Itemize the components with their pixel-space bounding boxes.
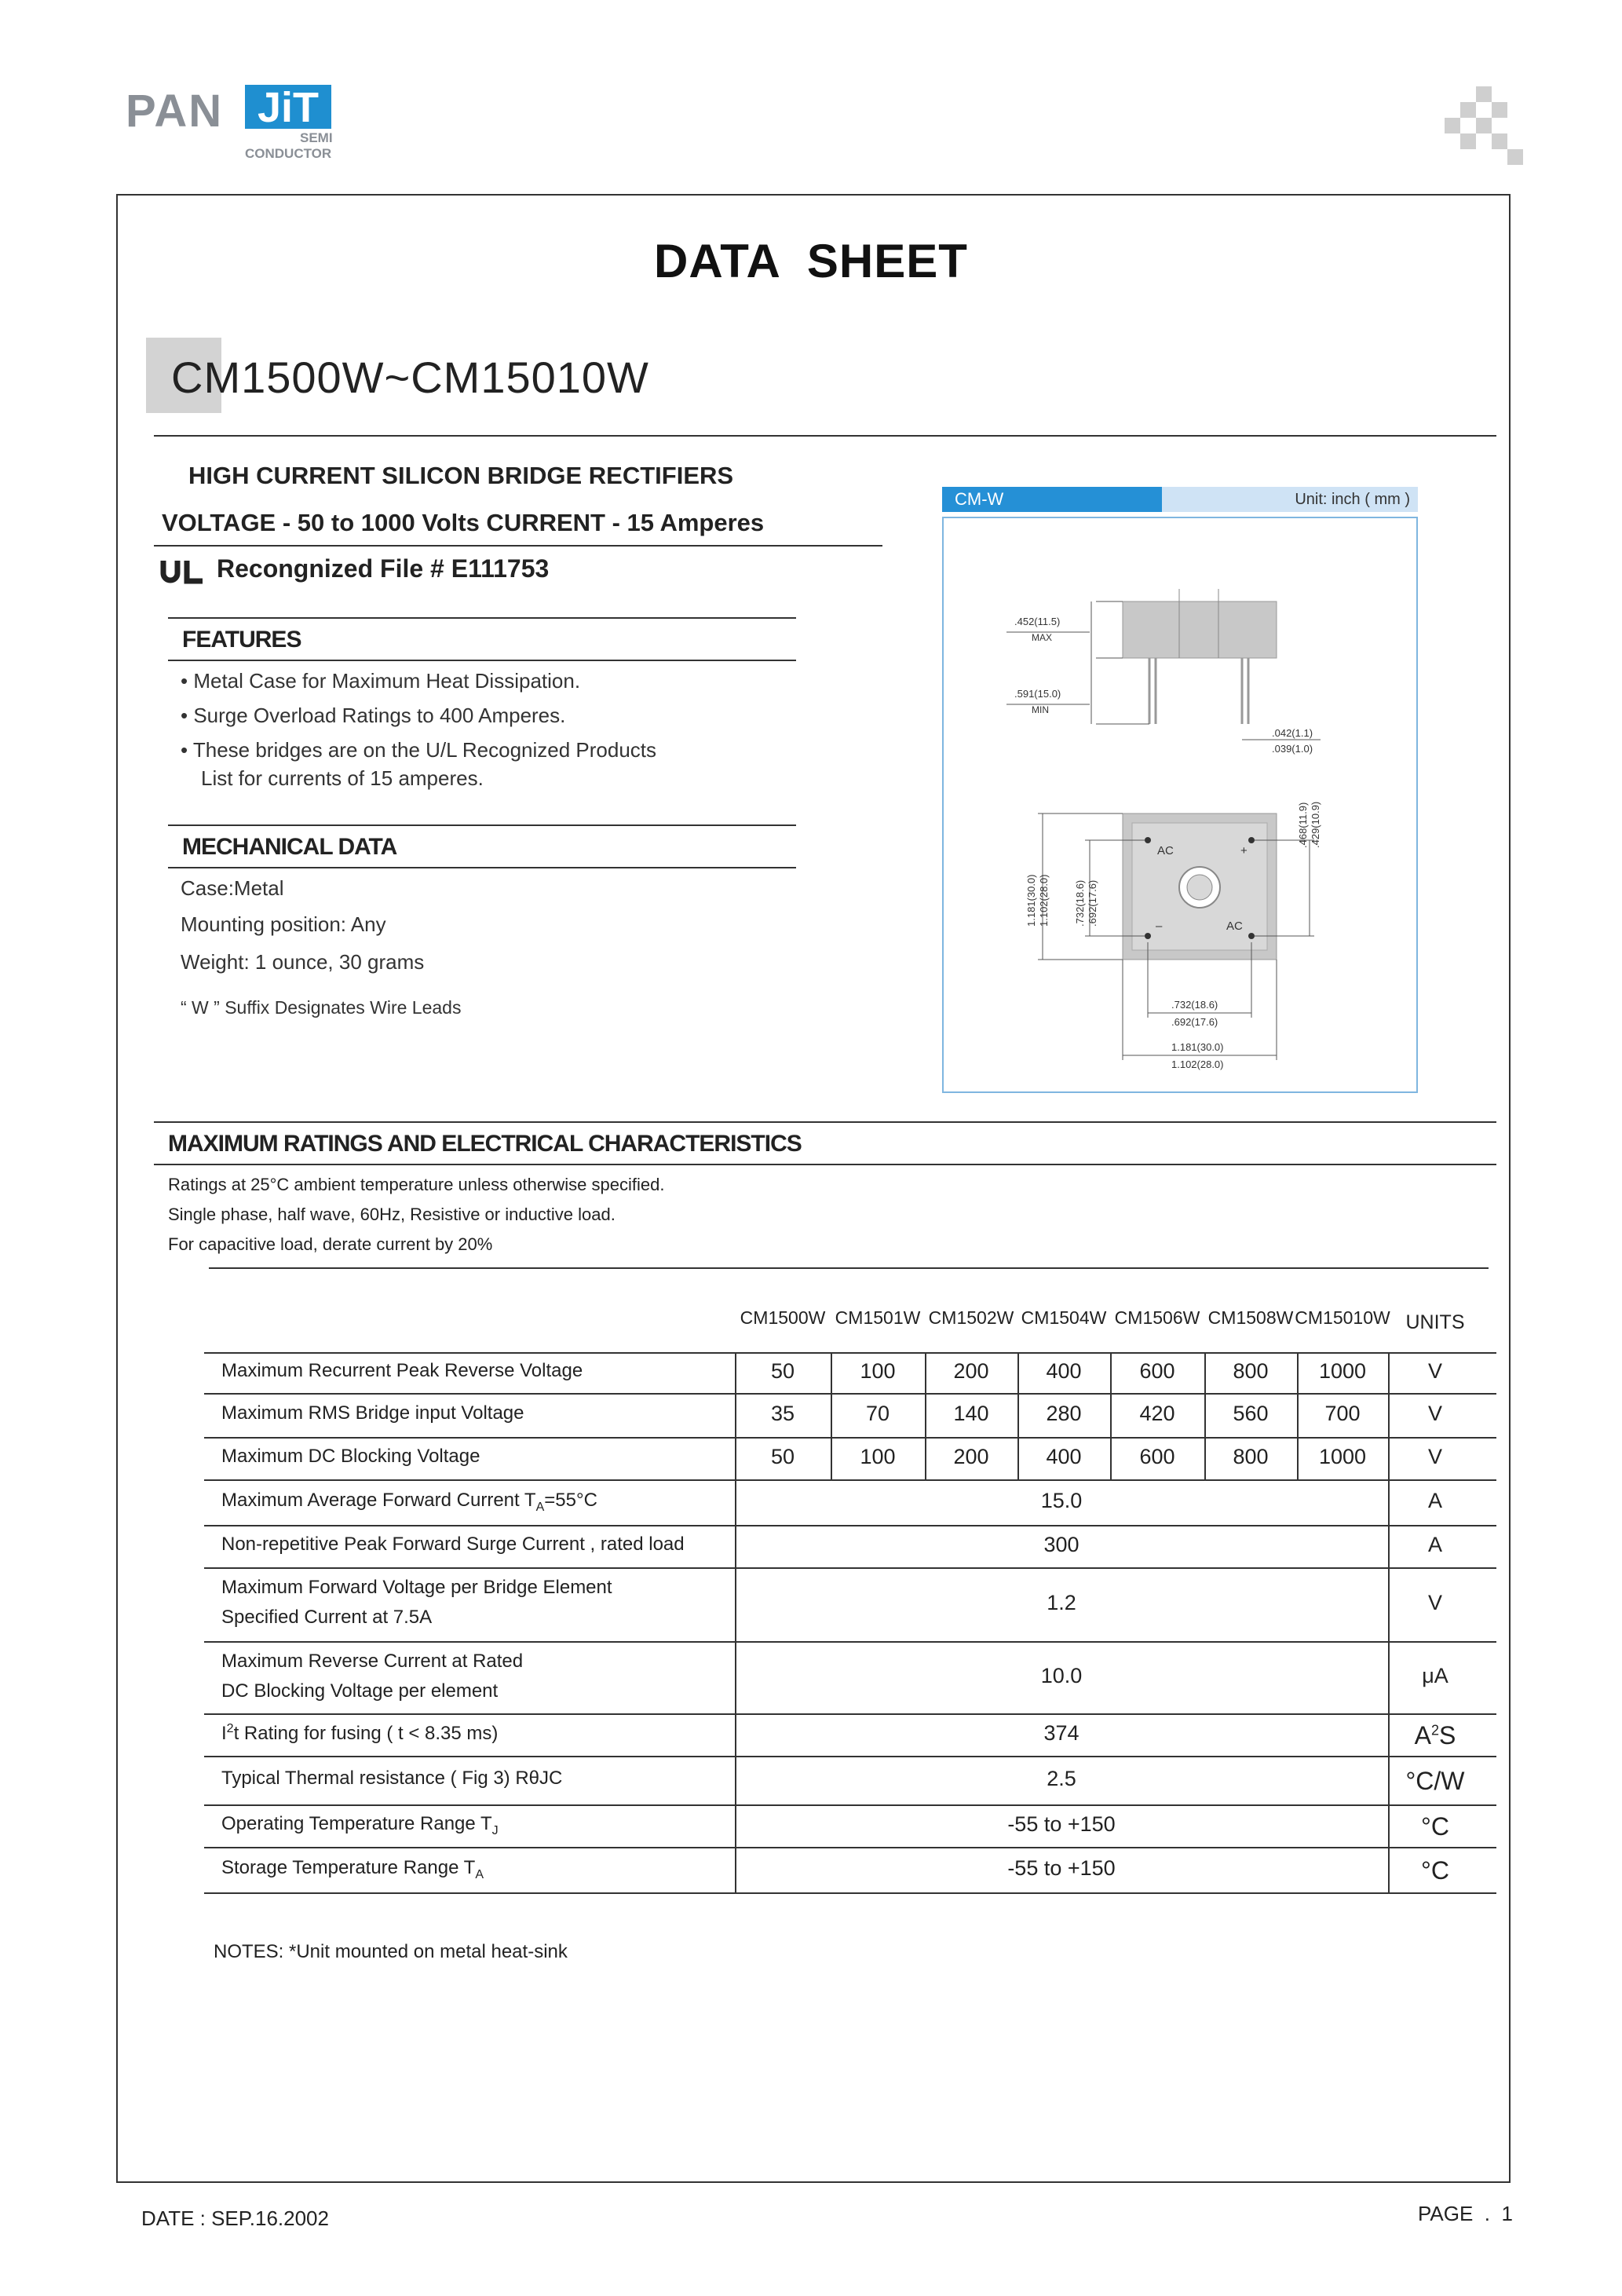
table-rule — [204, 1713, 1496, 1715]
row-label-text: Storage Temperature Range T — [221, 1857, 476, 1878]
unit-cell — [1388, 1533, 1482, 1557]
column-header: CM1508W — [1207, 1307, 1294, 1328]
column-header: CM15010W — [1295, 1307, 1390, 1328]
row-label — [221, 1651, 523, 1673]
logo-semi: SEMI — [300, 130, 333, 145]
table-cell: 200 — [953, 1445, 989, 1468]
table-cell: 600 — [1139, 1359, 1175, 1383]
dim-label: .732(18.6) — [1171, 999, 1218, 1011]
pin-minus-label: – — [1156, 919, 1163, 933]
table-rule — [204, 1847, 1496, 1848]
mechanical-heading: MECHANICAL DATA — [182, 834, 397, 860]
unit-cell — [1388, 1664, 1482, 1688]
table-rule — [204, 1892, 1496, 1894]
table-cell: 374 — [1043, 1721, 1080, 1745]
row-label-line2: DC Blocking Voltage per element — [221, 1680, 499, 1702]
dim-label: MIN — [1032, 704, 1049, 715]
row-label-tail: =55°C — [544, 1490, 597, 1511]
unit-cell — [1388, 1489, 1482, 1513]
row-label-sup: 2 — [226, 1722, 234, 1735]
column-header: CM1501W — [835, 1307, 921, 1328]
row-label-sub: J — [491, 1823, 499, 1837]
row-label-text: Non-repetitive Peak Forward Surge Current , rated load — [221, 1534, 685, 1555]
dim-label: .591(15.0) — [1014, 688, 1061, 700]
divider — [154, 435, 1496, 437]
column-header: CM1504W — [1021, 1307, 1107, 1328]
unit-cell — [1388, 1812, 1482, 1841]
dim-label: 1.181(30.0) — [1171, 1041, 1224, 1053]
ul-recognized-icon — [160, 556, 209, 589]
table-cell: 140 — [953, 1402, 989, 1425]
table-cell: 1000 — [1318, 1359, 1367, 1383]
dim-label: .732(18.6) — [1074, 879, 1086, 927]
row-label-tail: t Rating for fusing ( t < 8.35 ms) — [233, 1723, 499, 1744]
logo-conductor: CONDUCTOR — [245, 146, 332, 161]
divider — [154, 1121, 1496, 1123]
dim-label: .692(17.6) — [1171, 1016, 1218, 1028]
table-rule — [1388, 1352, 1390, 1892]
ratings-note: For capacitive load, derate current by 20% — [168, 1234, 493, 1254]
column-header: CM1506W — [1114, 1307, 1200, 1328]
unit-text: °C — [1421, 1812, 1449, 1841]
ratings-note: Ratings at 25°C ambient temperature unless otherwise specified. — [168, 1175, 665, 1194]
table-rule — [204, 1804, 1496, 1806]
ratings-heading: MAXIMUM RATINGS AND ELECTRICAL CHARACTERISTICS — [168, 1131, 802, 1157]
footer-page: PAGE . 1 — [1418, 2202, 1513, 2225]
unit-cell — [1388, 1445, 1482, 1469]
divider — [168, 617, 796, 619]
table-cell: 70 — [865, 1402, 890, 1425]
row-label-text: Maximum Reverse Current at Rated — [221, 1651, 524, 1672]
table-cell: 1.2 — [1047, 1591, 1076, 1614]
footer-date: DATE : SEP.16.2002 — [141, 2206, 329, 2230]
unit-text: A — [1414, 1721, 1431, 1749]
row-label-text: Maximum Forward Voltage per Bridge Element — [221, 1577, 612, 1598]
voltage-current-spec: VOLTAGE - 50 to 1000 Volts CURRENT - 15 Amperes — [162, 509, 765, 536]
row-label — [221, 1768, 562, 1790]
table-rule — [204, 1641, 1496, 1643]
table-cell: 10.0 — [1040, 1664, 1083, 1687]
table-cell: 100 — [860, 1445, 896, 1468]
row-label — [221, 1722, 498, 1745]
divider — [168, 824, 796, 826]
unit-text: V — [1427, 1591, 1442, 1614]
package-diagram — [942, 517, 1418, 1093]
logo-subtitle — [245, 130, 333, 162]
unit-cell — [1388, 1359, 1482, 1384]
table-cell: 700 — [1324, 1402, 1361, 1425]
row-label-text: Operating Temperature Range T — [221, 1813, 492, 1834]
corner-pattern-icon — [1445, 86, 1523, 165]
table-cell: 1000 — [1318, 1445, 1367, 1468]
mechanical-item: Mounting position: Any — [181, 912, 386, 936]
dim-label: .039(1.0) — [1272, 743, 1313, 755]
divider — [154, 545, 882, 547]
recognized-file: Recongnized File # E111753 — [217, 554, 550, 583]
dim-label: 1.102(28.0) — [1171, 1058, 1224, 1070]
dim-label: 1.102(28.0) — [1038, 874, 1050, 927]
table-cell: 100 — [860, 1359, 896, 1383]
row-label — [221, 1577, 612, 1599]
table-cell: -55 to +150 — [1007, 1812, 1116, 1836]
table-rule — [204, 1567, 1496, 1569]
table-cell: 400 — [1046, 1359, 1082, 1383]
unit-tail: S — [1439, 1721, 1456, 1749]
row-label — [221, 1360, 583, 1382]
table-rule — [204, 1756, 1496, 1757]
unit-text: A — [1427, 1489, 1442, 1512]
table-cell: -55 to +150 — [1007, 1856, 1116, 1880]
dim-label: .468(11.9) — [1297, 802, 1309, 848]
units-header: UNITS — [1405, 1311, 1465, 1333]
table-footnote: NOTES: *Unit mounted on metal heat-sink — [214, 1941, 568, 1962]
table-rule — [735, 1352, 736, 1892]
row-label — [221, 1857, 484, 1882]
row-label — [221, 1446, 480, 1468]
mechanical-item: Case:Metal — [181, 876, 284, 900]
unit-text: V — [1427, 1445, 1442, 1468]
unit-sup: 2 — [1430, 1722, 1439, 1738]
dim-label: MAX — [1032, 632, 1053, 643]
unit-text: V — [1427, 1359, 1442, 1383]
pin-ac-label: AC — [1157, 844, 1174, 857]
logo-jit-badge: JiT — [245, 85, 331, 129]
table-rule — [204, 1525, 1496, 1526]
row-label — [221, 1402, 524, 1424]
unit-cell — [1388, 1402, 1482, 1426]
column-header: CM1502W — [928, 1307, 1014, 1328]
table-cell: 50 — [770, 1445, 795, 1468]
unit-text: A — [1427, 1533, 1442, 1556]
pin-plus-label: + — [1240, 844, 1248, 857]
dim-label: 1.181(30.0) — [1025, 874, 1037, 927]
feature-item: • These bridges are on the U/L Recognized Products — [181, 738, 657, 762]
feature-item: • Metal Case for Maximum Heat Dissipation. — [181, 669, 581, 693]
part-number: CM1500W~CM15010W — [171, 353, 649, 402]
table-cell: 15.0 — [1040, 1489, 1083, 1512]
table-rule — [204, 1393, 1496, 1395]
package-outline-drawing — [944, 518, 1416, 1091]
unit-label: Unit: inch ( mm ) — [1295, 491, 1410, 508]
divider — [154, 1164, 1496, 1165]
table-rule — [204, 1479, 1496, 1481]
table-cell: 420 — [1139, 1402, 1175, 1425]
ratings-note: Single phase, half wave, 60Hz, Resistive or inductive load. — [168, 1205, 616, 1224]
table-cell: 35 — [770, 1402, 795, 1425]
feature-item: • Surge Overload Ratings to 400 Amperes. — [181, 704, 566, 727]
row-label — [221, 1490, 597, 1515]
dim-label: .042(1.1) — [1272, 727, 1313, 739]
table-cell: 560 — [1233, 1402, 1269, 1425]
divider — [168, 660, 796, 661]
table-rule — [204, 1437, 1496, 1439]
row-label-text: Maximum RMS Bridge input Voltage — [221, 1402, 524, 1424]
unit-text: V — [1427, 1402, 1442, 1425]
divider — [209, 1267, 1489, 1269]
features-heading: FEATURES — [182, 627, 301, 653]
table-cell: 800 — [1233, 1445, 1269, 1468]
table-rule — [204, 1352, 1496, 1354]
page-title: DATA SHEET — [654, 235, 968, 287]
wire-lead-note: “ W ” Suffix Designates Wire Leads — [181, 997, 462, 1018]
table-cell: 2.5 — [1047, 1767, 1076, 1790]
table-cell: 800 — [1233, 1359, 1269, 1383]
package-name: CM-W — [942, 487, 1162, 512]
row-label-line2: Specified Current at 7.5A — [221, 1607, 433, 1628]
table-cell: 300 — [1043, 1533, 1080, 1556]
unit-cell — [1388, 1856, 1482, 1885]
table-cell: 600 — [1139, 1445, 1175, 1468]
row-label-text: Maximum Recurrent Peak Reverse Voltage — [221, 1360, 583, 1381]
pin-ac-label: AC — [1226, 919, 1243, 933]
row-label-text: Maximum Average Forward Current T — [221, 1490, 536, 1511]
table-cell: 50 — [770, 1359, 795, 1383]
unit-text: °C/W — [1405, 1767, 1465, 1795]
row-label-sub: A — [535, 1500, 545, 1514]
unit-cell — [1388, 1767, 1482, 1796]
mechanical-item: Weight: 1 ounce, 30 grams — [181, 950, 425, 974]
table-cell: 400 — [1046, 1445, 1082, 1468]
product-subtitle: HIGH CURRENT SILICON BRIDGE RECTIFIERS — [188, 462, 734, 489]
dim-label: .692(17.6) — [1087, 879, 1098, 927]
table-cell: 280 — [1046, 1402, 1082, 1425]
table-cell: 200 — [953, 1359, 989, 1383]
divider — [168, 867, 796, 868]
column-header: CM1500W — [740, 1307, 826, 1328]
row-label-text: I — [221, 1723, 227, 1744]
row-label — [221, 1534, 685, 1556]
dim-label: .452(11.5) — [1014, 616, 1061, 627]
row-label-text: Maximum DC Blocking Voltage — [221, 1446, 480, 1467]
row-label — [221, 1813, 499, 1838]
row-label-sub: A — [475, 1867, 484, 1881]
unit-text: °C — [1421, 1856, 1449, 1885]
logo-pan-text: PAN — [126, 86, 224, 137]
unit-text: μA — [1422, 1664, 1448, 1687]
unit-cell — [1388, 1721, 1482, 1750]
unit-cell — [1388, 1591, 1482, 1615]
row-label-text: Typical Thermal resistance ( Fig 3) RθJC — [221, 1768, 563, 1789]
feature-item: List for currents of 15 amperes. — [201, 766, 484, 790]
dim-label: .429(10.9) — [1310, 801, 1321, 848]
